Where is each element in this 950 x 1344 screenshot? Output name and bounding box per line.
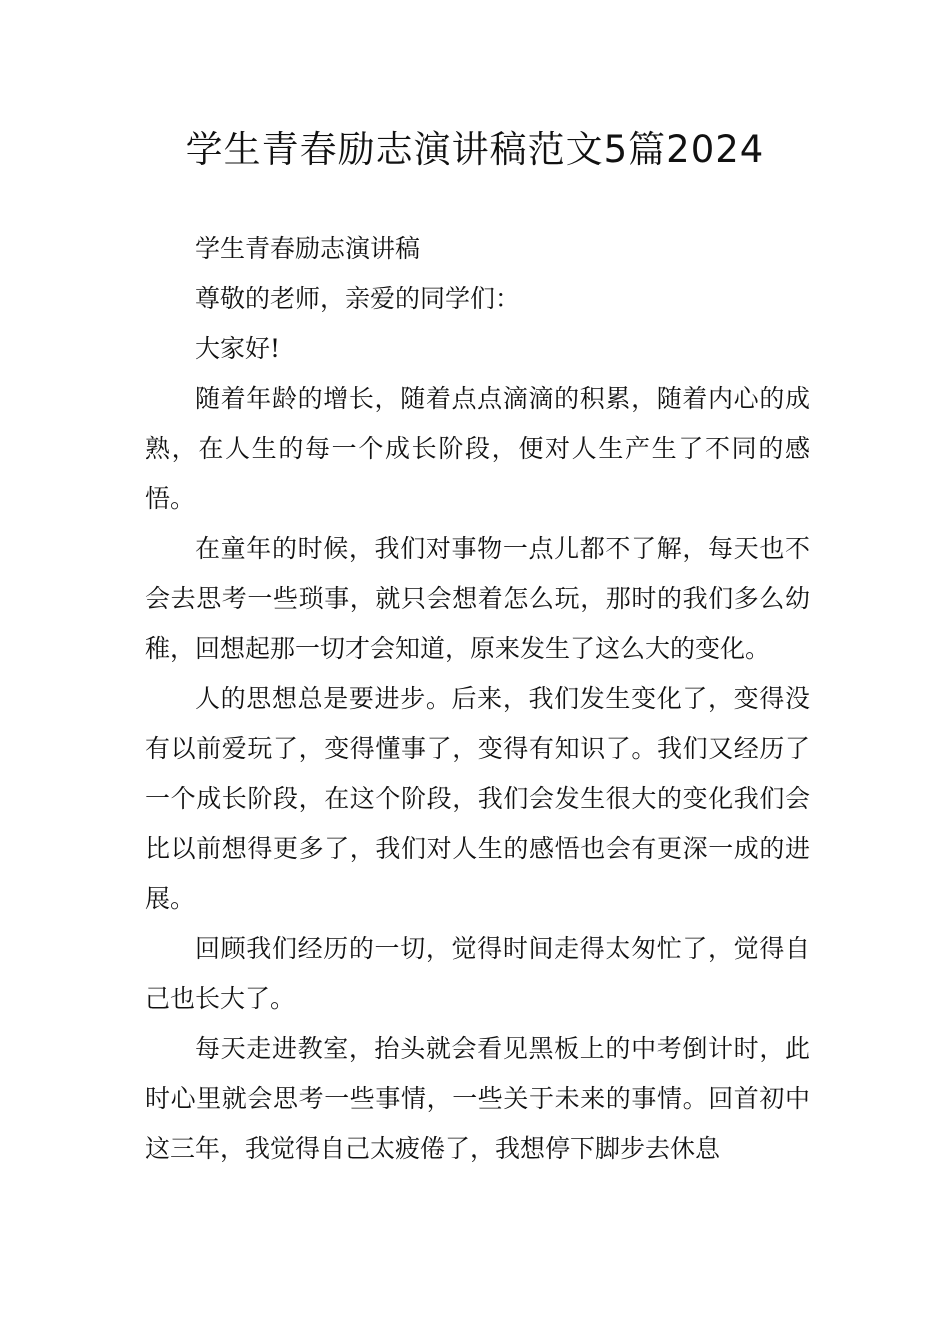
body-paragraph: 回顾我们经历的一切，觉得时间走得太匆忙了，觉得自己也长大了。 xyxy=(145,934,810,1013)
body-paragraph: 每天走进教室，抬头就会看见黑板上的中考倒计时，此时心里就会思考一些事情，一些关于未来的事情。回首初中这三年，我觉得自己太疲倦了，我想停下脚步去休息 xyxy=(145,1034,810,1163)
speech-heading: 学生青春励志演讲稿 xyxy=(195,234,421,263)
greeting: 大家好! xyxy=(195,334,281,363)
body-paragraph: 随着年龄的增长，随着点点滴滴的积累，随着内心的成熟，在人生的每一个成长阶段，便对人生产生了不同的感悟。 xyxy=(145,384,810,513)
body-paragraph: 在童年的时候，我们对事物一点儿都不了解，每天也不会去思考一些琐事，就只会想着怎么玩，那时的我们多么幼稚，回想起那一切才会知道，原来发生了这么大的变化。 xyxy=(145,534,810,663)
body-paragraph: 人的思想总是要进步。后来，我们发生变化了，变得没有以前爱玩了，变得懂事了，变得有知识了。我们又经历了一个成长阶段，在这个阶段，我们会发生很大的变化我们会比以前想得更多了，我们对人生的感悟也会有更深一成的进展。 xyxy=(145,684,810,913)
salutation: 尊敬的老师，亲爱的同学们： xyxy=(195,284,521,313)
document-body xyxy=(145,224,810,1174)
document-title: 学生青春励志演讲稿范文5篇2024 xyxy=(185,128,765,171)
